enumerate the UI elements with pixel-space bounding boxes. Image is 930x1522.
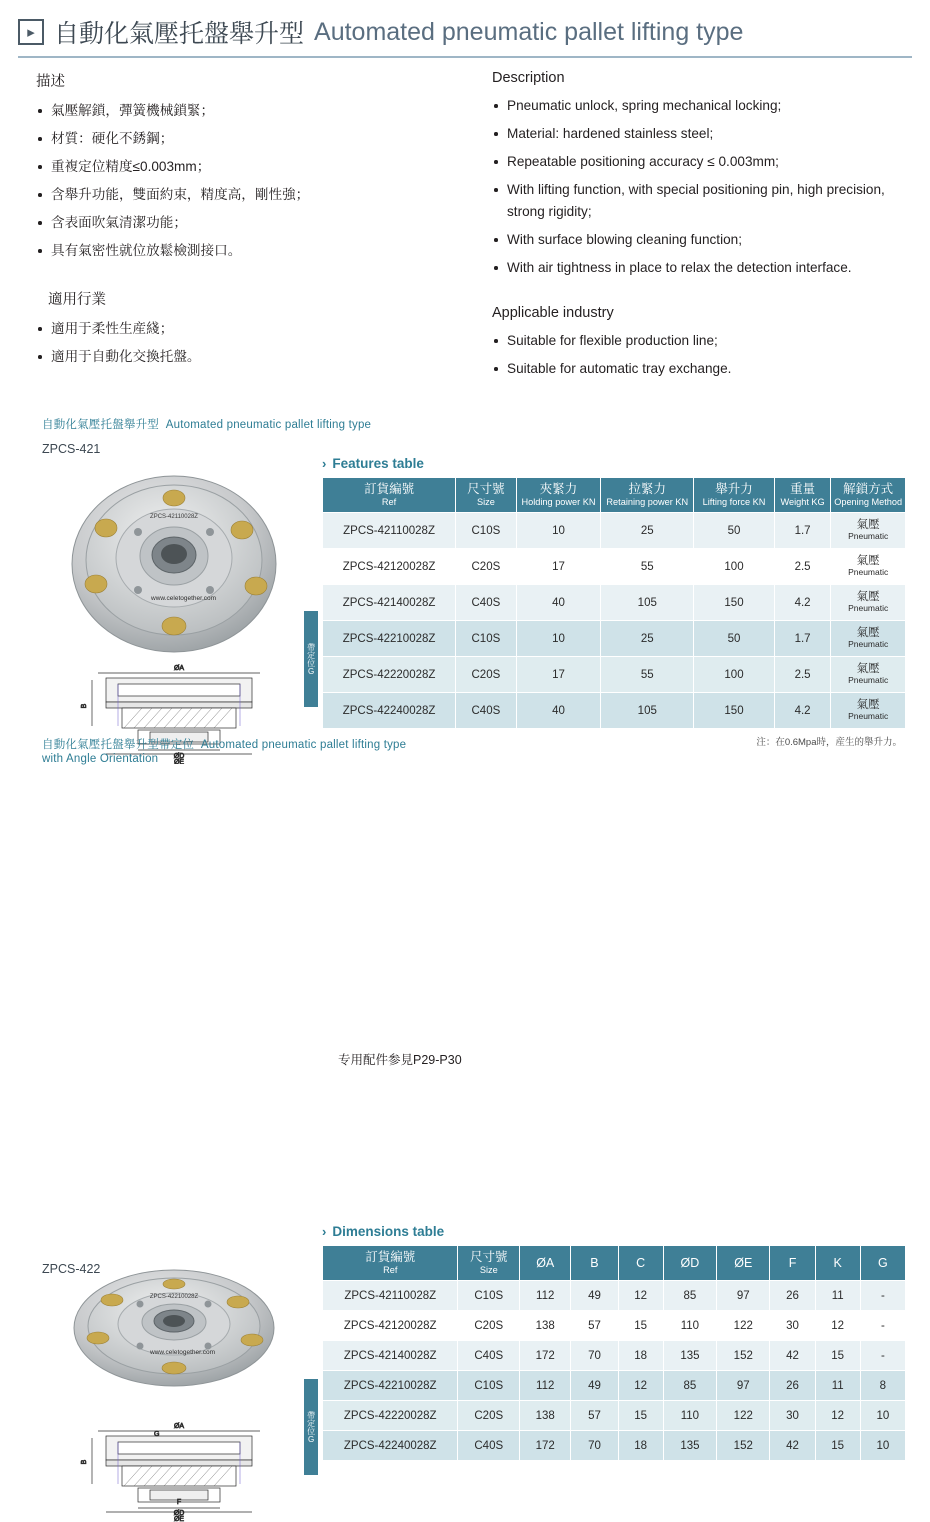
table-row xyxy=(323,585,906,621)
cell-g: 10 xyxy=(860,1431,905,1461)
list-item: 含表面吹氣清潔功能； xyxy=(36,212,474,234)
svg-text:www.celetogether.com: www.celetogether.com xyxy=(150,1349,216,1357)
description-en-column xyxy=(474,70,912,386)
cell-k: 11 xyxy=(815,1371,860,1401)
features-table-block xyxy=(306,456,906,749)
cell-weight: 2.5 xyxy=(774,657,830,693)
table-row xyxy=(323,513,906,549)
col-b: B xyxy=(571,1246,618,1281)
cell-k: 12 xyxy=(815,1311,860,1341)
table-row xyxy=(323,1341,906,1371)
cell-size: C40S xyxy=(456,585,517,621)
features-side-tag xyxy=(304,611,318,707)
cell-weight: 1.7 xyxy=(774,621,830,657)
page-title-en: Automated pneumatic pallet lifting type xyxy=(314,17,744,46)
cell-size: C10S xyxy=(458,1371,520,1401)
cell-d: 85 xyxy=(663,1281,716,1311)
col-opening-method: 解鎖方式 Opening Method xyxy=(831,478,906,513)
table-row xyxy=(323,1281,906,1311)
cell-e: 152 xyxy=(717,1431,770,1461)
product1-subtitle-cn: 自動化氣壓托盤舉升型 xyxy=(42,419,159,432)
product2-photo-and-drawing xyxy=(46,1266,314,1522)
industry-en-heading: Applicable industry xyxy=(492,305,614,322)
cell-size: C40S xyxy=(456,693,517,729)
cell-g: 8 xyxy=(860,1371,905,1401)
cell-g: - xyxy=(860,1281,905,1311)
list-item: 重複定位精度≤0.003mm； xyxy=(36,156,474,178)
list-item: Pneumatic unlock, spring mechanical locking; xyxy=(492,95,912,117)
cell-retaining: 55 xyxy=(601,657,694,693)
dimensions-table-label: Dimensions table xyxy=(332,1224,445,1240)
cell-holding: 40 xyxy=(516,693,601,729)
cell-ref: ZPCS-42140028Z xyxy=(323,1341,458,1371)
footer-note: 专用配件参見P29-P30 xyxy=(338,1053,462,1067)
svg-text:B: B xyxy=(81,1459,88,1465)
cell-opening: 氣壓 Pneumatic xyxy=(831,549,906,585)
list-item: Suitable for automatic tray exchange. xyxy=(492,358,912,380)
cell-d: 135 xyxy=(663,1431,716,1461)
cell-lifting: 150 xyxy=(694,585,775,621)
cell-lifting: 50 xyxy=(694,513,775,549)
cell-e: 152 xyxy=(717,1341,770,1371)
cell-ref: ZPCS-42220028Z xyxy=(323,657,456,693)
cell-size: C10S xyxy=(458,1281,520,1311)
features-side-tag-text: 帶定位G xyxy=(306,642,316,676)
col-k: K xyxy=(815,1246,860,1281)
cell-lifting: 150 xyxy=(694,693,775,729)
table-row xyxy=(323,1431,906,1461)
cell-c: 18 xyxy=(618,1341,663,1371)
col-g: G xyxy=(860,1246,905,1281)
dimensions-table-title xyxy=(322,1224,906,1239)
cell-size: C20S xyxy=(456,657,517,693)
cell-c: 15 xyxy=(618,1401,663,1431)
col-lifting-force: 舉升力 Lifting force KN xyxy=(694,478,775,513)
col-size: 尺寸號 Size xyxy=(456,478,517,513)
cell-ref: ZPCS-42140028Z xyxy=(323,585,456,621)
svg-text:F: F xyxy=(176,1499,182,1507)
cell-opening: 氣壓 Pneumatic xyxy=(831,513,906,549)
cell-opening: 氣壓 Pneumatic xyxy=(831,657,906,693)
cell-a: 172 xyxy=(520,1341,571,1371)
list-item: 適用于自動化交換托盤。 xyxy=(36,346,474,368)
cell-f: 42 xyxy=(770,1341,815,1371)
dimensions-table-wrap xyxy=(306,1245,906,1461)
cell-k: 12 xyxy=(815,1401,860,1431)
chevron-right-icon: › xyxy=(322,456,327,472)
list-item: 氣壓解鎖，彈簧機械鎖緊； xyxy=(36,100,474,122)
cell-ref: ZPCS-42110028Z xyxy=(323,513,456,549)
table-row xyxy=(323,1371,906,1401)
cell-holding: 40 xyxy=(516,585,601,621)
cell-opening: 氣壓 Pneumatic xyxy=(831,585,906,621)
product2-model: ZPCS-422 xyxy=(42,1262,101,1277)
cell-ref: ZPCS-42240028Z xyxy=(323,693,456,729)
cell-d: 135 xyxy=(663,1341,716,1371)
cell-weight: 4.2 xyxy=(774,585,830,621)
cell-f: 30 xyxy=(770,1311,815,1341)
cell-holding: 10 xyxy=(516,513,601,549)
cell-weight: 1.7 xyxy=(774,513,830,549)
cell-ref: ZPCS-42210028Z xyxy=(323,621,456,657)
list-item: Repeatable positioning accuracy ≤ 0.003mm; xyxy=(492,151,912,173)
table-row xyxy=(323,657,906,693)
header-divider xyxy=(18,56,912,58)
cell-holding: 10 xyxy=(516,621,601,657)
cell-c: 18 xyxy=(618,1431,663,1461)
features-table-label: Features table xyxy=(332,456,424,472)
col-size: 尺寸號 Size xyxy=(458,1246,520,1281)
product1-model: ZPCS-421 xyxy=(42,442,101,457)
cell-g: - xyxy=(860,1311,905,1341)
col-weight: 重量 Weight KG xyxy=(774,478,830,513)
description-cn-heading: 描述 xyxy=(36,74,65,90)
page-header xyxy=(0,0,930,58)
product2-subtitle xyxy=(0,736,406,765)
list-item: Material: hardened stainless steel; xyxy=(492,123,912,145)
description-section xyxy=(0,58,930,386)
cell-a: 172 xyxy=(520,1431,571,1461)
cell-a: 138 xyxy=(520,1311,571,1341)
svg-text:ØA: ØA xyxy=(173,665,185,673)
list-item: With lifting function, with special positioning pin, high precision, strong rigidity; xyxy=(492,179,912,223)
dimensions-table xyxy=(322,1245,906,1461)
cell-e: 122 xyxy=(717,1311,770,1341)
description-en-heading: Description xyxy=(492,70,565,86)
cell-size: C20S xyxy=(456,549,517,585)
cell-f: 30 xyxy=(770,1401,815,1431)
cell-retaining: 25 xyxy=(601,513,694,549)
list-item: 具有氣密性就位放鬆檢測接口。 xyxy=(36,240,474,262)
industry-en-list xyxy=(492,330,912,380)
cell-size: C40S xyxy=(458,1431,520,1461)
cell-weight: 2.5 xyxy=(774,549,830,585)
cell-size: C20S xyxy=(458,1311,520,1341)
cell-d: 110 xyxy=(663,1311,716,1341)
dimensions-table-body xyxy=(323,1281,906,1461)
svg-text:www.celetogether.com: www.celetogether.com xyxy=(151,595,217,603)
list-item: 材質：硬化不銹鋼； xyxy=(36,128,474,150)
industry-cn-list xyxy=(36,318,474,368)
cell-opening: 氣壓 Pneumatic xyxy=(831,693,906,729)
table-row xyxy=(323,693,906,729)
cell-c: 12 xyxy=(618,1371,663,1401)
svg-text:ØD: ØD xyxy=(173,753,185,761)
col-ref: 訂貨編號 Ref xyxy=(323,1246,458,1281)
cell-size: C10S xyxy=(456,621,517,657)
cell-c: 15 xyxy=(618,1311,663,1341)
cell-e: 97 xyxy=(717,1371,770,1401)
table-header-row xyxy=(323,478,906,513)
svg-text:ØA: ØA xyxy=(173,1423,185,1431)
features-table-note: 注：在0.6Mpa時，産生的舉升力。 xyxy=(756,737,902,749)
table-header-row xyxy=(323,1246,906,1281)
dimensions-side-tag xyxy=(304,1379,318,1475)
cell-a: 112 xyxy=(520,1371,571,1401)
cell-retaining: 105 xyxy=(601,693,694,729)
cell-d: 110 xyxy=(663,1401,716,1431)
product2-subtitle-en2: with Angle Orientation xyxy=(42,753,159,765)
cell-b: 49 xyxy=(571,1371,618,1401)
cell-c: 12 xyxy=(618,1281,663,1311)
cell-opening: 氣壓 Pneumatic xyxy=(831,621,906,657)
cell-b: 49 xyxy=(571,1281,618,1311)
product2-subtitle-en: Automated pneumatic pallet lifting type xyxy=(200,739,407,751)
product2-images xyxy=(46,1266,314,1522)
chevron-right-icon: › xyxy=(322,1224,327,1240)
col-diameter-a: ØA xyxy=(520,1246,571,1281)
table-row xyxy=(323,621,906,657)
cell-f: 42 xyxy=(770,1431,815,1461)
cell-weight: 4.2 xyxy=(774,693,830,729)
col-f: F xyxy=(770,1246,815,1281)
cell-f: 26 xyxy=(770,1371,815,1401)
dimensions-side-tag-text: 帶定位G xyxy=(306,1410,316,1444)
cell-size: C40S xyxy=(458,1341,520,1371)
svg-text:G: G xyxy=(154,1431,160,1439)
cell-lifting: 100 xyxy=(694,657,775,693)
description-cn-list xyxy=(36,100,474,262)
cell-b: 57 xyxy=(571,1311,618,1341)
cell-ref: ZPCS-42240028Z xyxy=(323,1431,458,1461)
arrow-right-box-icon: ▸ xyxy=(18,19,44,45)
cell-ref: ZPCS-42110028Z xyxy=(323,1281,458,1311)
svg-text:ØE: ØE xyxy=(173,1516,185,1522)
list-item: 適用于柔性生産綫； xyxy=(36,318,474,340)
features-table xyxy=(322,477,906,729)
cell-lifting: 100 xyxy=(694,549,775,585)
cell-d: 85 xyxy=(663,1371,716,1401)
cell-ref: ZPCS-42120028Z xyxy=(323,1311,458,1341)
cell-e: 97 xyxy=(717,1281,770,1311)
cell-g: 10 xyxy=(860,1401,905,1431)
cell-holding: 17 xyxy=(516,549,601,585)
cell-a: 112 xyxy=(520,1281,571,1311)
svg-text:B: B xyxy=(81,703,88,709)
product1-subtitle-en: Automated pneumatic pallet lifting type xyxy=(165,419,372,432)
cell-k: 15 xyxy=(815,1431,860,1461)
features-table-body xyxy=(323,513,906,729)
cell-lifting: 50 xyxy=(694,621,775,657)
page-title-cn: 自動化氣壓托盤舉升型 xyxy=(54,20,305,48)
cell-ref: ZPCS-42210028Z xyxy=(323,1371,458,1401)
list-item: With surface blowing cleaning function; xyxy=(492,229,912,251)
col-c: C xyxy=(618,1246,663,1281)
cell-k: 11 xyxy=(815,1281,860,1311)
cell-size: C10S xyxy=(456,513,517,549)
cell-g: - xyxy=(860,1341,905,1371)
cell-holding: 17 xyxy=(516,657,601,693)
cell-ref: ZPCS-42220028Z xyxy=(323,1401,458,1431)
cell-a: 138 xyxy=(520,1401,571,1431)
col-retaining-power: 拉緊力 Retaining power KN xyxy=(601,478,694,513)
description-cn-column xyxy=(36,70,474,386)
col-holding-power: 夾緊力 Holding power KN xyxy=(516,478,601,513)
svg-text:ZPCS-42210028Z: ZPCS-42210028Z xyxy=(149,1294,199,1301)
dimensions-table-block xyxy=(306,1224,906,1461)
list-item: Suitable for flexible production line; xyxy=(492,330,912,352)
product2-subtitle-cn: 自動化氣壓托盤舉升型帶定位 xyxy=(42,739,195,751)
cell-retaining: 105 xyxy=(601,585,694,621)
cell-e: 122 xyxy=(717,1401,770,1431)
cell-retaining: 55 xyxy=(601,549,694,585)
svg-text:ØD: ØD xyxy=(173,1510,185,1518)
product1-photo-and-drawing xyxy=(46,468,314,764)
cell-size: C20S xyxy=(458,1401,520,1431)
svg-text:ZPCS-42110028Z: ZPCS-42110028Z xyxy=(150,514,198,521)
cell-b: 70 xyxy=(571,1341,618,1371)
table-row xyxy=(323,1311,906,1341)
cell-ref: ZPCS-42120028Z xyxy=(323,549,456,585)
product1-subtitle xyxy=(0,416,930,432)
cell-retaining: 25 xyxy=(601,621,694,657)
cell-f: 26 xyxy=(770,1281,815,1311)
list-item: With air tightness in place to relax the detection interface. xyxy=(492,257,912,279)
cell-k: 15 xyxy=(815,1341,860,1371)
col-ref: 訂貨編號 Ref xyxy=(323,478,456,513)
svg-text:ØE: ØE xyxy=(173,759,185,765)
features-table-wrap xyxy=(306,477,906,749)
list-item: 含舉升功能，雙面約束，精度高，剛性強； xyxy=(36,184,474,206)
table-row xyxy=(323,549,906,585)
cell-b: 57 xyxy=(571,1401,618,1431)
col-diameter-e: ØE xyxy=(717,1246,770,1281)
description-en-list xyxy=(492,95,912,279)
table-row xyxy=(323,1401,906,1431)
cell-b: 70 xyxy=(571,1431,618,1461)
features-table-title xyxy=(322,456,906,471)
col-diameter-d: ØD xyxy=(663,1246,716,1281)
product1-images xyxy=(46,468,314,764)
industry-cn-heading: 適用行業 xyxy=(48,292,106,309)
